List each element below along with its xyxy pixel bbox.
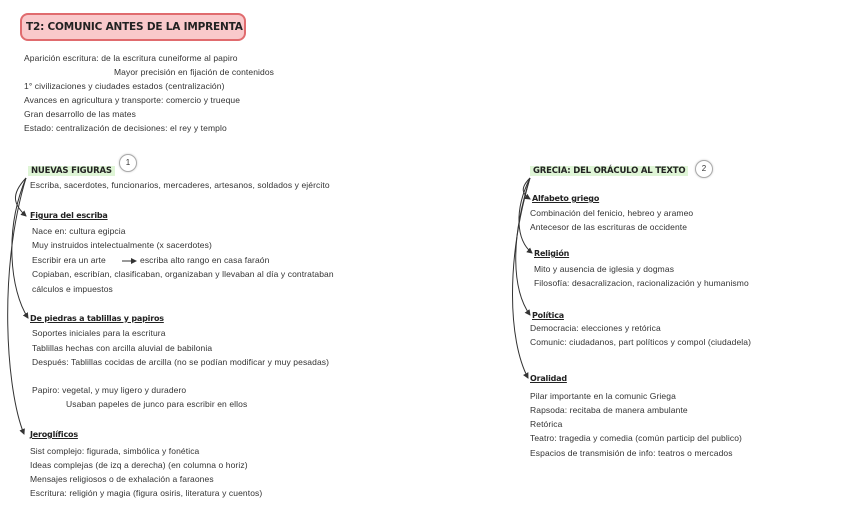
list-item: Mensajes religiosos o de exhalación a faraones xyxy=(30,474,214,484)
intro-line: Gran desarrollo de las mates xyxy=(24,109,136,119)
list-item: Retórica xyxy=(530,419,563,429)
intro-line: Mayor precisión en fijación de contenidos xyxy=(114,67,275,77)
list-item: Después: Tablillas cocidas de arcilla (no se podían modificar y muy pesadas) xyxy=(32,357,330,367)
list-item: Sist complejo: figurada, simbólica y fonética xyxy=(30,446,200,456)
intro-line: Estado: centralización de decisiones: el rey y templo xyxy=(24,123,227,133)
left-heading xyxy=(28,166,115,176)
list-item: Teatro: tragedia y comedia (común particip del publico) xyxy=(530,433,742,443)
subheading-oralidad: Oralidad xyxy=(530,374,567,383)
right-heading-label: GRECIA: DEL ORÁCULO AL TEXTO xyxy=(530,166,688,176)
list-item: Comunic: ciudadanos, part políticos y compol (ciudadela) xyxy=(530,337,752,347)
list-item: Nace en: cultura egipcia xyxy=(32,226,126,236)
list-item: Rapsoda: recitaba de manera ambulante xyxy=(530,405,688,415)
list-item: Muy instruidos intelectualmente (x sacerdotes) xyxy=(32,240,212,250)
list-item: Soportes iniciales para la escritura xyxy=(32,328,166,338)
list-item: Tablillas hechas con arcilla aluvial de babilonia xyxy=(32,343,213,353)
right-heading xyxy=(530,166,688,176)
list-item: Papiro: vegetal, y muy ligero y duradero xyxy=(32,385,187,395)
list-item: Pilar importante en la comunic Griega xyxy=(530,391,676,401)
left-summary: Escriba, sacerdotes, funcionarios, mercaderes, artesanos, soldados y ejército xyxy=(30,180,330,190)
list-item: Copiaban, escribían, clasificaban, organizaban y llevaban al día y contrataban xyxy=(32,269,334,279)
list-item: cálculos e impuestos xyxy=(32,284,113,294)
list-item: Usaban papeles de junco para escribir en ellos xyxy=(66,399,248,409)
subheading-jeroglificos: Jeroglíficos xyxy=(30,430,78,439)
list-item: Democracia: elecciones y retórica xyxy=(530,323,661,333)
list-item: Espacios de transmisión de info: teatros o mercados xyxy=(530,448,733,458)
list-item: escriba alto rango en casa faraón xyxy=(140,255,270,265)
list-item: Ideas complejas (de izq a derecha) (en columna o horiz) xyxy=(30,460,248,470)
intro-line: Avances en agricultura y transporte: comercio y trueque xyxy=(24,95,241,105)
list-item: Filosofía: desacralizacion, racionalización y humanismo xyxy=(534,278,749,288)
list-item: Escribir era un arte xyxy=(32,255,106,265)
subheading-soportes: De piedras a tablillas y papiros xyxy=(30,314,164,323)
subheading-alfabeto: Alfabeto griego xyxy=(532,194,600,203)
intro-line: Aparición escritura: de la escritura cuneiforme al papiro xyxy=(24,53,238,63)
left-heading-label: NUEVAS FIGURAS xyxy=(28,166,115,176)
list-item: Combinación del fenicio, hebreo y arameo xyxy=(530,208,694,218)
intro-line: 1° civilizaciones y ciudades estados (centralización) xyxy=(24,81,225,91)
subheading-religion: Religión xyxy=(534,249,570,258)
section-number-badge: 2 xyxy=(695,160,713,178)
page-title: T2: COMUNIC ANTES DE LA IMPRENTA xyxy=(26,21,243,33)
subheading-escriba: Figura del escriba xyxy=(30,211,108,220)
list-item: Mito y ausencia de iglesia y dogmas xyxy=(534,264,675,274)
section-number-badge: 1 xyxy=(119,154,137,172)
list-item: Antecesor de las escrituras de occidente xyxy=(530,222,688,232)
list-item: Escritura: religión y magia (figura osiris, literatura y cuentos) xyxy=(30,488,263,498)
subheading-politica: Política xyxy=(532,311,564,320)
